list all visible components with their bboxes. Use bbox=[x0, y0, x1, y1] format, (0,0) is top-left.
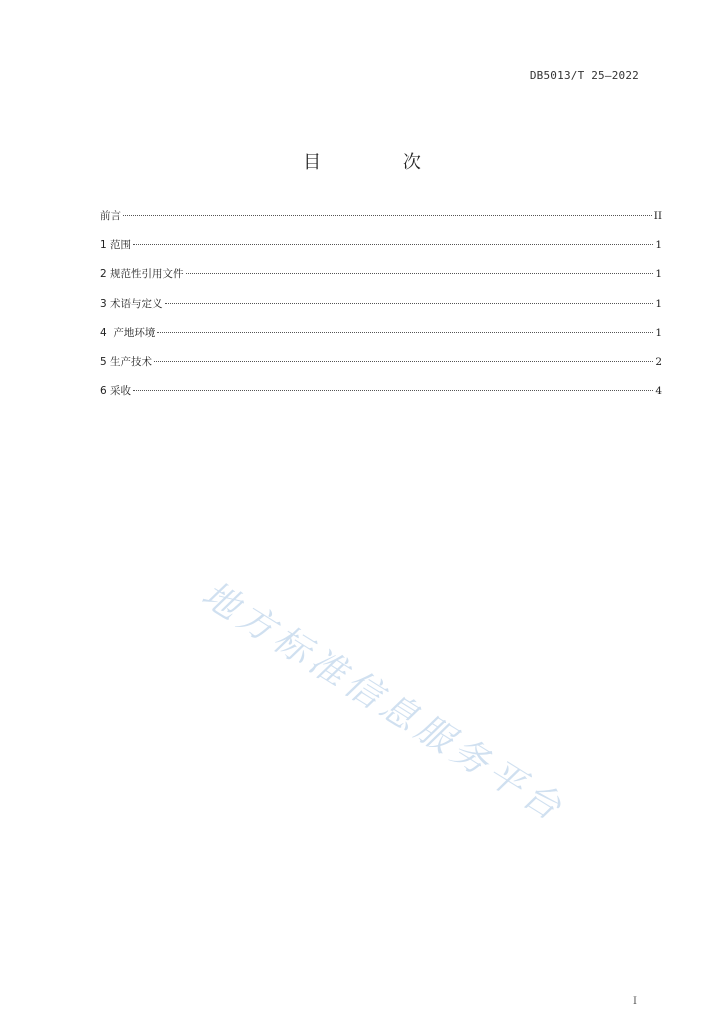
toc-entry-normative-references[interactable] bbox=[100, 266, 662, 295]
toc-entry-label: 5 生产技术 bbox=[100, 355, 153, 368]
toc-entry-page: 4 bbox=[655, 385, 662, 398]
toc-entry-page: 1 bbox=[655, 239, 662, 252]
toc-dot-leader bbox=[154, 361, 653, 362]
table-of-contents bbox=[100, 208, 662, 412]
toc-entry-page: 1 bbox=[655, 326, 662, 339]
toc-entry-label: 2 规范性引用文件 bbox=[100, 268, 184, 281]
toc-entry-page: 1 bbox=[655, 268, 662, 281]
toc-entry-production-technology[interactable] bbox=[100, 354, 662, 383]
toc-entry-page: 1 bbox=[655, 297, 662, 310]
toc-dot-leader bbox=[133, 244, 653, 245]
toc-dot-leader bbox=[123, 215, 652, 216]
toc-dot-leader bbox=[133, 390, 653, 391]
toc-entry-page: II bbox=[653, 210, 662, 222]
toc-entry-terms-definitions[interactable] bbox=[100, 296, 662, 325]
toc-entry-label: 4 产地环境 bbox=[100, 326, 156, 339]
toc-entry-page: 2 bbox=[655, 355, 662, 368]
toc-entry-scope[interactable] bbox=[100, 237, 662, 266]
toc-dot-leader bbox=[165, 303, 654, 304]
toc-entry-label: 1 范围 bbox=[100, 239, 132, 252]
toc-dot-leader bbox=[157, 332, 653, 333]
toc-entry-production-environment[interactable] bbox=[100, 325, 662, 354]
page-number: I bbox=[633, 996, 637, 1007]
document-code: DB5013/T 25—2022 bbox=[529, 69, 639, 82]
watermark: 地方标准信息服务平台 bbox=[194, 573, 573, 832]
toc-entry-label: 6 采收 bbox=[100, 385, 132, 398]
toc-title: 目 次 bbox=[303, 152, 459, 173]
toc-dot-leader bbox=[186, 273, 654, 274]
toc-entry-harvest[interactable] bbox=[100, 383, 662, 412]
toc-entry-label: 前言 bbox=[100, 210, 121, 222]
toc-entry-foreword[interactable] bbox=[100, 208, 662, 237]
toc-entry-label: 3 术语与定义 bbox=[100, 297, 163, 310]
